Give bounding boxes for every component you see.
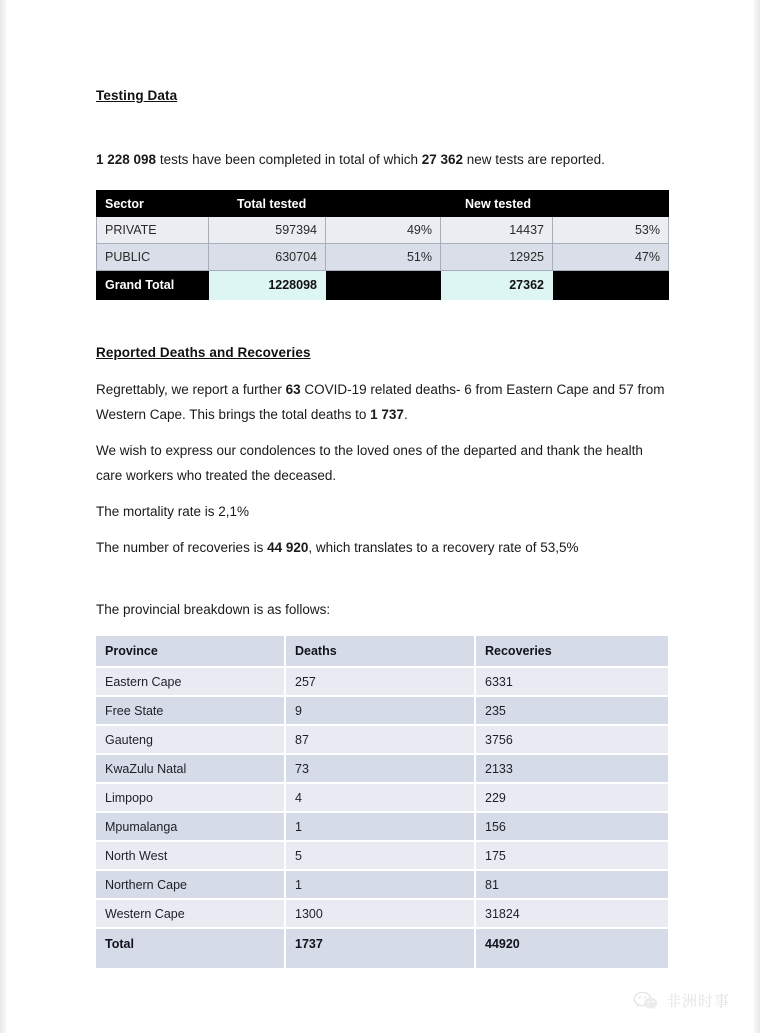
deaths-paragraph [96,377,668,427]
province-cell-name: Limpopo [96,783,285,812]
province-header-province: Province [96,636,285,667]
testing-cell-sector: PUBLIC [97,244,209,271]
deaths-para-suffix: . [403,407,408,422]
testing-header-sector: Sector [97,191,209,217]
table-row [96,754,668,783]
testing-total-new-pct [553,271,669,300]
province-cell-deaths: 1 [285,870,475,899]
province-header-recoveries: Recoveries [475,636,668,667]
province-table-bottom-band [96,959,668,968]
testing-cell-total-tested: 597394 [209,217,326,244]
testing-header-new-pct [553,191,669,217]
page-right-edge [754,0,760,1033]
province-cell-name: North West [96,841,285,870]
testing-cell-sector: PRIVATE [97,217,209,244]
province-cell-name: Eastern Cape [96,667,285,696]
province-cell-deaths: 73 [285,754,475,783]
table-row [96,667,668,696]
province-table-total-row [96,928,668,959]
new-deaths-value: 63 [285,382,301,397]
testing-header-total-pct [326,191,441,217]
testing-total-label: Grand Total [97,271,209,300]
recoveries-para-suffix: , which translates to a recovery rate of 53,5% [308,540,579,555]
province-cell-deaths: 1300 [285,899,475,928]
document-content [96,0,668,968]
testing-header-total-tested: Total tested [209,191,326,217]
testing-cell-new-pct: 47% [553,244,669,271]
table-row [96,870,668,899]
province-cell-deaths: 9 [285,696,475,725]
recoveries-value: 44 920 [267,540,309,555]
province-cell-recoveries: 81 [475,870,668,899]
testing-table-total-row [97,271,669,300]
province-table-header-row [96,636,668,667]
province-total-deaths: 1737 [285,928,475,959]
page-left-edge [0,0,6,1033]
province-cell-recoveries: 156 [475,812,668,841]
province-total-label: Total [96,928,285,959]
testing-cell-new-pct: 53% [553,217,669,244]
testing-cell-total-tested: 630704 [209,244,326,271]
province-cell-name: KwaZulu Natal [96,754,285,783]
province-cell-deaths: 257 [285,667,475,696]
testing-summary-paragraph [96,147,668,172]
province-cell-name: Mpumalanga [96,812,285,841]
province-cell-recoveries: 3756 [475,725,668,754]
table-row [97,217,669,244]
table-row [96,783,668,812]
deaths-para-mid: COVID-19 related deaths- 6 from Eastern Cape and 57 from Western Cape. This brings the total deaths to [96,382,665,422]
testing-total-total-tested: 1228098 [209,271,326,300]
testing-table-header-row [97,191,669,217]
testing-summary-mid: tests have been completed in total of which [156,152,422,167]
province-header-deaths: Deaths [285,636,475,667]
testing-data-table [96,190,669,300]
province-cell-recoveries: 175 [475,841,668,870]
province-cell-recoveries: 31824 [475,899,668,928]
table-row [96,812,668,841]
province-cell-deaths: 87 [285,725,475,754]
testing-summary-suffix: new tests are reported. [463,152,605,167]
province-cell-name: Western Cape [96,899,285,928]
testing-cell-new-tested: 14437 [441,217,553,244]
province-cell-recoveries: 229 [475,783,668,812]
province-cell-deaths: 5 [285,841,475,870]
province-cell-name: Gauteng [96,725,285,754]
table-row [96,841,668,870]
watermark-text: 非洲时事 [665,992,730,1010]
province-cell-recoveries: 6331 [475,667,668,696]
wechat-icon [633,991,659,1011]
deaths-recoveries-heading: Reported Deaths and Recoveries [96,345,311,360]
condolences-paragraph: We wish to express our condolences to the loved ones of the departed and thank the health care workers who treated the deceased. [96,443,643,483]
provincial-breakdown-table [96,636,668,968]
testing-cell-total-pct: 51% [326,244,441,271]
new-tests-value: 27 362 [421,152,464,167]
deaths-para-prefix: Regrettably, we report a further [96,382,286,397]
provincial-breakdown-intro: The provincial breakdown is as follows: [96,602,331,617]
province-cell-deaths: 4 [285,783,475,812]
table-row [96,899,668,928]
table-row [96,696,668,725]
recoveries-para-prefix: The number of recoveries is [96,540,268,555]
province-cell-name: Free State [96,696,285,725]
total-deaths-value: 1 737 [370,407,404,422]
province-cell-recoveries: 235 [475,696,668,725]
testing-header-new-tested: New tested [441,191,553,217]
testing-cell-total-pct: 49% [326,217,441,244]
table-row [97,244,669,271]
mortality-rate-paragraph: The mortality rate is 2,1% [96,504,250,519]
province-cell-recoveries: 2133 [475,754,668,783]
recoveries-paragraph [96,535,668,560]
watermark [633,990,730,1011]
testing-total-new-tested: 27362 [441,271,553,300]
testing-data-heading: Testing Data [96,88,178,103]
total-tests-value: 1 228 098 [96,152,157,167]
province-cell-name: Northern Cape [96,870,285,899]
testing-cell-new-tested: 12925 [441,244,553,271]
table-row [96,725,668,754]
testing-total-total-pct [326,271,441,300]
province-total-recoveries: 44920 [475,928,668,959]
province-cell-deaths: 1 [285,812,475,841]
